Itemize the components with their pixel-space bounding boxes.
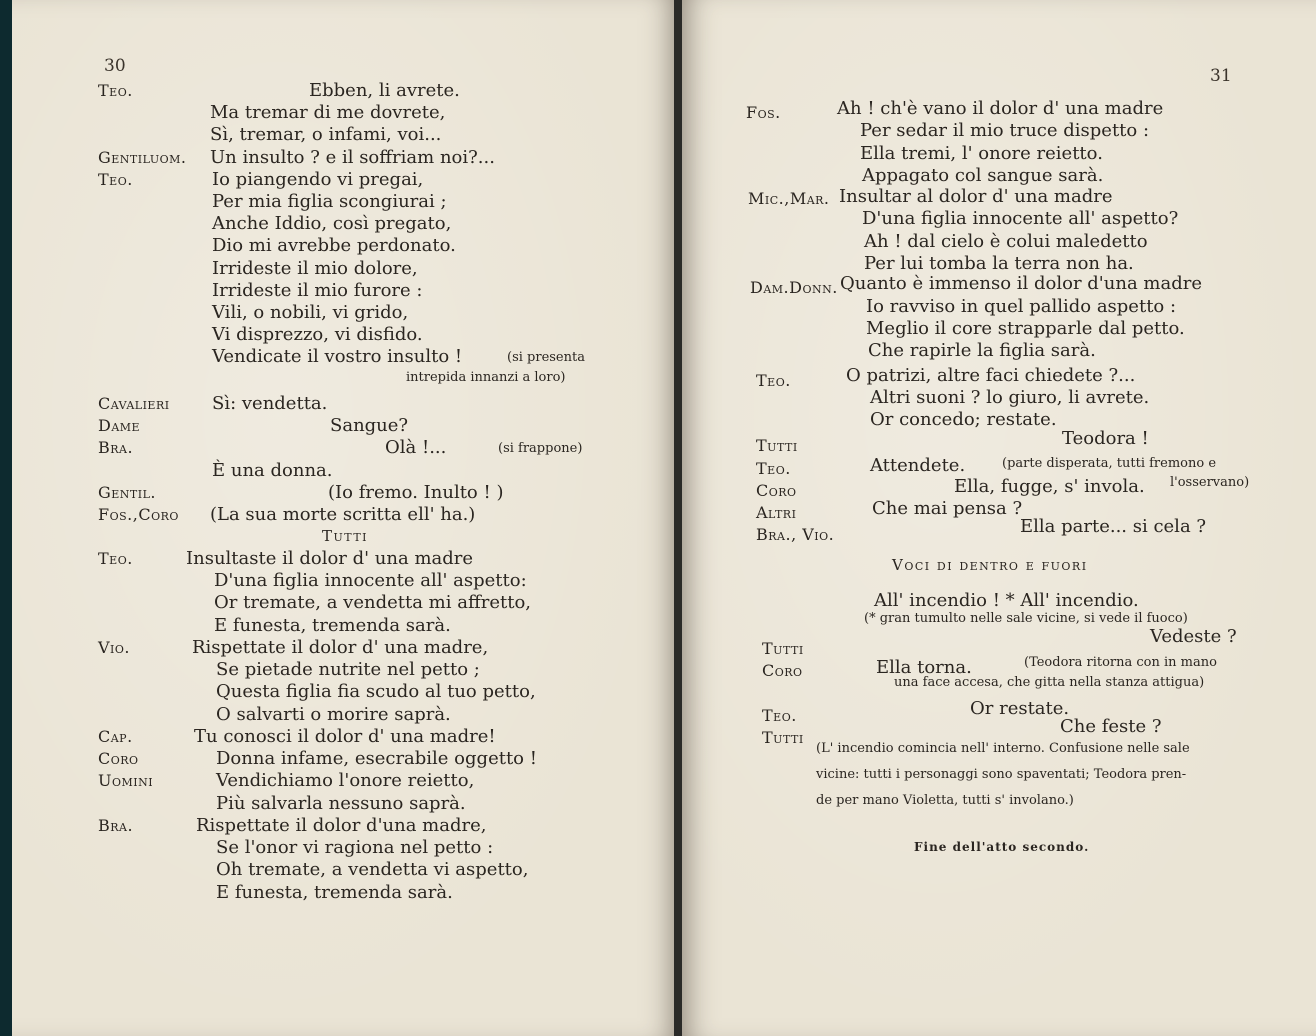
stage-direction: (Teodora ritorna con in mano [1024,655,1217,670]
stage-direction: de per mano Violetta, tutti s' involano.) [816,793,1074,808]
right-page [682,0,1316,1036]
verse-line: Ella torna. [876,657,972,678]
verse-line: Io piangendo vi pregai, [212,169,424,190]
stage-direction: l'osservano) [1170,475,1250,490]
speaker-label: Cap. [98,727,133,746]
stage-direction: (L' incendio comincia nell' interno. Confusione nelle sale [816,741,1190,756]
verse-line: Oh tremate, a vendetta vi aspetto, [216,859,529,880]
verse-line: Anche Iddio, così pregato, [212,213,452,234]
verse-line: (Io fremo. Inulto ! ) [328,482,504,503]
stage-direction: (si frappone) [498,441,583,456]
verse-line: Ella, fugge, s' invola. [954,476,1145,497]
verse-line: Ah ! ch'è vano il dolor d' una madre [837,98,1164,119]
stage-direction: (* gran tumulto nelle sale vicine, si vede il fuoco) [864,611,1188,626]
speaker-label: Altri [756,503,797,522]
stage-direction: vicine: tutti i personaggi sono spaventati; Teodora pren- [816,767,1187,782]
verse-line: Or restate. [970,698,1070,719]
verse-line: Rispettate il dolor d'una madre, [196,815,487,836]
verse-line: Ebben, li avrete. [309,80,460,101]
verse-line: Vendichiamo l'onore reietto, [216,770,475,791]
verse-line: D'una figlia innocente all' aspetto? [862,208,1179,229]
verse-line: Tu conosci il dolor d' una madre! [194,726,496,747]
speaker-label: Coro [98,749,139,768]
section-heading: Voci di dentro e fuori [892,556,1088,574]
verse-line: Sì: vendetta. [212,393,328,414]
verse-line: Più salvarla nessuno saprà. [216,793,466,814]
verse-line: Io ravviso in quel pallido aspetto : [866,296,1177,317]
speaker-label: Teo. [98,170,133,189]
speaker-label: Teo. [762,706,797,725]
speaker-label: Teo. [98,549,133,568]
verse-line: Insultar al dolor d' una madre [839,186,1113,207]
stage-direction: intrepida innanzi a loro) [406,370,566,385]
speaker-label: Cavalieri [98,394,170,413]
speaker-label: Teo. [756,459,791,478]
verse-line: Ma tremar di me dovrete, [210,102,446,123]
verse-line: Teodora ! [1062,428,1149,449]
verse-line: Attendete. [870,455,966,476]
stage-direction: (si presenta [507,350,585,365]
speaker-label: Vio. [98,638,131,657]
verse-line: Vedeste ? [1150,626,1237,647]
verse-line: Se pietade nutrite nel petto ; [216,659,480,680]
speaker-label: Dam.Donn. [750,278,838,297]
verse-line: Altri suoni ? lo giuro, li avrete. [870,387,1150,408]
speaker-label: Tutti [756,436,798,455]
speaker-label: Gentiluom. [98,148,187,167]
speaker-label: Tutti [762,728,804,747]
verse-line: Un insulto ? e il soffriam noi?... [210,147,495,168]
verse-line: O salvarti o morire saprà. [216,704,451,725]
verse-line: Sì, tremar, o infami, voi... [210,124,442,145]
verse-line: Vi disprezzo, vi disfido. [212,324,423,345]
verse-line: Or tremate, a vendetta mi affretto, [214,592,532,613]
verse-line: Irrideste il mio dolore, [212,258,418,279]
verse-line: D'una figlia innocente all' aspetto: [214,570,527,591]
speaker-label: Coro [762,661,803,680]
verse-line: Che mai pensa ? [872,498,1023,519]
verse-line: Insultaste il dolor d' una madre [186,548,474,569]
verse-line: E funesta, tremenda sarà. [216,882,453,903]
speaker-label: Teo. [98,81,133,100]
verse-line: Che rapirle la figlia sarà. [868,340,1096,361]
page-number: 30 [104,56,126,76]
stage-direction: una face accesa, che gitta nella stanza attigua) [894,675,1205,690]
verse-line: Appagato col sangue sarà. [862,165,1104,186]
verse-line: Che feste ? [1060,716,1162,737]
verse-line: Or concedo; restate. [870,409,1057,430]
verse-line: Olà !... [385,437,447,458]
speaker-label: Gentil. [98,483,157,502]
speaker-label: Fos. [746,103,781,122]
speaker-label: Bra. [98,816,134,835]
speaker-label: Mic.,Mar. [748,189,830,208]
verse-line: Ella tremi, l' onore reietto. [860,143,1103,164]
speaker-label: Teo. [756,371,791,390]
page-number: 31 [1210,66,1232,86]
verse-line: È una donna. [212,460,333,481]
verse-line: Rispettate il dolor d' una madre, [192,637,489,658]
section-heading: Tutti [322,527,368,545]
speaker-label: Dame [98,416,141,435]
verse-line: Dio mi avrebbe perdonato. [212,235,456,256]
verse-line: E funesta, tremenda sarà. [214,615,451,636]
verse-line: All' incendio ! * All' incendio. [874,590,1139,611]
verse-line: Questa figlia fia scudo al tuo petto, [216,681,536,702]
verse-line: Ella parte... si cela ? [1020,516,1207,537]
verse-line: Per mia figlia scongiurai ; [212,191,447,212]
verse-line: Meglio il core strapparle dal petto. [866,318,1185,339]
speaker-label: Fos.,Coro [98,505,179,524]
speaker-label: Coro [756,481,797,500]
verse-line: Vili, o nobili, vi grido, [212,302,409,323]
verse-line: Donna infame, esecrabile oggetto ! [216,748,537,769]
speaker-label: Bra., Vio. [756,525,835,544]
speaker-label: Tutti [762,639,804,658]
speaker-label: Uomini [98,771,154,790]
verse-line: Per sedar il mio truce dispetto : [860,120,1150,141]
stage-direction: (parte disperata, tutti fremono e [1002,456,1217,471]
left-page [12,0,677,1036]
verse-line: Quanto è immenso il dolor d'una madre [840,273,1202,294]
verse-line: (La sua morte scritta ell' ha.) [210,504,476,525]
verse-line: Sangue? [330,415,409,436]
verse-line: O patrizi, altre faci chiedete ?... [846,365,1136,386]
verse-line: Irrideste il mio furore : [212,280,423,301]
verse-line: Per lui tomba la terra non ha. [864,253,1134,274]
speaker-label: Bra. [98,438,134,457]
verse-line: Ah ! dal cielo è colui maledetto [864,231,1148,252]
verse-line: Vendicate il vostro insulto ! [212,346,463,367]
act-end-heading: Fine dell'atto secondo. [914,840,1090,854]
verse-line: Se l'onor vi ragiona nel petto : [216,837,494,858]
